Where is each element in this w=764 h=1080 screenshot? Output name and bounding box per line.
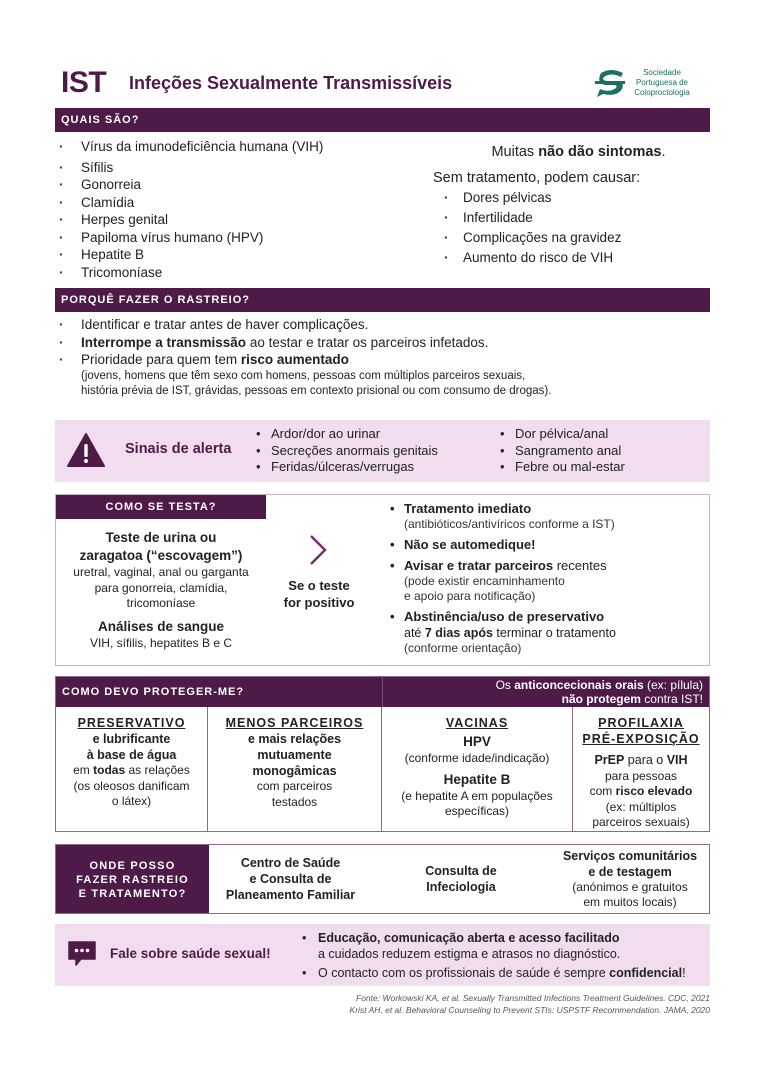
list-item: · Herpes genital <box>55 211 415 229</box>
protection-header <box>56 677 709 707</box>
testing-box <box>55 494 710 666</box>
divider <box>382 677 383 707</box>
place-health-center: Centro de Saúde e Consulta de Planeamento Familiar <box>225 856 356 902</box>
section-where: ONDE POSSO FAZER RASTREIO E TRATAMENTO? <box>56 845 209 913</box>
test-methods: Teste de urina ou zaragatoa (“escovagem”) uretral, vaginal, anal ou garganta para gonorreia, clamídia, tricomoníase Análises de sangue VIH, sífilis, hepatites B e C <box>73 530 249 650</box>
list-item: · Complicações na gravidez <box>427 228 710 248</box>
list-item: · Vírus da imunodeficiência humana (VIH) <box>55 138 415 156</box>
chat-bubble-icon <box>67 940 97 968</box>
chevron-right-icon <box>307 533 329 567</box>
alert-list-1 <box>253 426 438 476</box>
list-item: · Hepatite B <box>55 246 415 264</box>
talk-title: Fale sobre saúde sexual! <box>110 946 271 961</box>
section-protection: COMO DEVO PROTEGER-ME? <box>62 686 245 698</box>
if-positive-label: Se o teste for positivo <box>283 578 355 610</box>
complications-list <box>427 188 710 268</box>
list-item: • Educação, comunicação aberta e acesso facilitado a cuidados reduzem estigma e atrasos no diagnóstico. <box>300 930 710 962</box>
list-item: • Tratamento imediato (antibióticos/antivíricos conforme a IST) <box>382 501 710 532</box>
treatment-actions <box>382 501 710 661</box>
place-infectiology: Consulta de Infeciologia <box>425 864 497 894</box>
where-box <box>55 844 710 914</box>
reasons-list <box>55 316 710 399</box>
protection-condom: PRESERVATIVO e lubrificante à base de água em todas as relações (os oleosos danificam o látex) <box>56 707 208 831</box>
logo-mark-icon <box>595 69 627 97</box>
no-symptoms-note: Muitas não dão sintomas. <box>491 144 666 160</box>
alert-signs-box <box>55 420 710 482</box>
list-item: · Papiloma vírus humano (HPV) <box>55 229 415 247</box>
list-item: • Abstinência/uso de preservativo até 7 dias após terminar o tratamento (conforme orientação) <box>382 609 710 656</box>
list-item: · Sífilis <box>55 159 415 177</box>
list-item: · Interrompe a transmissão ao testar e tratar os parceiros infetados. <box>55 334 710 352</box>
list-item: • Não se automedique! <box>382 537 710 553</box>
list-item: · Gonorreia <box>55 176 415 194</box>
list-item: • Avisar e tratar parceiros recentes (pode existir encaminhamento e apoio para notificação) <box>382 558 710 604</box>
section-testing: COMO SE TESTA? <box>56 495 266 519</box>
section-quais: QUAIS SÃO? <box>55 108 710 132</box>
header <box>55 62 710 104</box>
list-item: · Clamídia <box>55 194 415 212</box>
list-item: · Infertilidade <box>427 208 710 228</box>
place-community-services: Serviços comunitários e de testagem (anónimos e gratuitos em muitos locais) <box>562 849 698 909</box>
logo-text: Sociedade Portuguesa de Coloproctologia <box>634 68 690 97</box>
talk-box <box>55 924 710 986</box>
list-item: • Dor pélvica/anal <box>497 426 625 443</box>
sources: Fonte: Workowski KA, et al. Sexually Transmitted Infections Treatment Guidelines. CDC, 2021 Krist AH, et al. Behavioral Counseling to Prevent STIs: USPSTF Recommendation. JAMA, 2020 <box>349 993 710 1015</box>
alert-list-2 <box>497 426 625 476</box>
list-item: • Ardor/dor ao urinar <box>253 426 438 443</box>
society-logo <box>595 66 710 100</box>
list-item: · Tricomoníase <box>55 264 415 282</box>
acronym: IST <box>61 66 107 99</box>
warning-icon <box>67 432 105 468</box>
list-item: · Aumento do risco de VIH <box>427 248 710 268</box>
alert-title: Sinais de alerta <box>125 441 232 457</box>
protection-box <box>55 676 710 832</box>
list-item: · Prioridade para quem tem risco aumentado (jovens, homens que têm sexo com homens, pessoas com múltiplos parceiros sexuais, história prévia de IST, grávidas, pessoas em contexto prisional ou com consumo de drogas). <box>55 351 710 399</box>
list-item: · Dores pélvicas <box>427 188 710 208</box>
page-title: Infeções Sexualmente Transmissíveis <box>129 73 453 93</box>
list-item: · Identificar e tratar antes de haver complicações. <box>55 316 710 334</box>
list-item: • Febre ou mal-estar <box>497 459 625 476</box>
infections-list <box>55 138 415 281</box>
consequences <box>427 144 710 268</box>
contraceptive-note: Os anticoncecionais orais (ex: pílula) não protegem contra IST! <box>495 678 703 706</box>
protection-vaccines: VACINAS HPV (conforme idade/indicação) Hepatite B (e hepatite A em populações específicas) <box>382 707 573 831</box>
list-item: • Feridas/úlceras/verrugas <box>253 459 438 476</box>
list-item: • Sangramento anal <box>497 443 625 460</box>
talk-list <box>300 930 710 984</box>
protection-fewer-partners: MENOS PARCEIROS e mais relações mutuamente monogâmicas com parceiros testados <box>208 707 382 831</box>
list-item: • O contacto com os profissionais de saúde é sempre confidencial! <box>300 965 710 981</box>
section-porque: PORQUÊ FAZER O RASTREIO? <box>55 288 710 312</box>
complications-title: Sem tratamento, podem causar: <box>433 170 641 186</box>
protection-prep: PROFILAXIA PRÉ-EXPOSIÇÃO PrEP para o VIH para pessoas com risco elevado (ex: múltiplos parceiros sexuais) <box>582 716 700 829</box>
list-item: • Secreções anormais genitais <box>253 443 438 460</box>
